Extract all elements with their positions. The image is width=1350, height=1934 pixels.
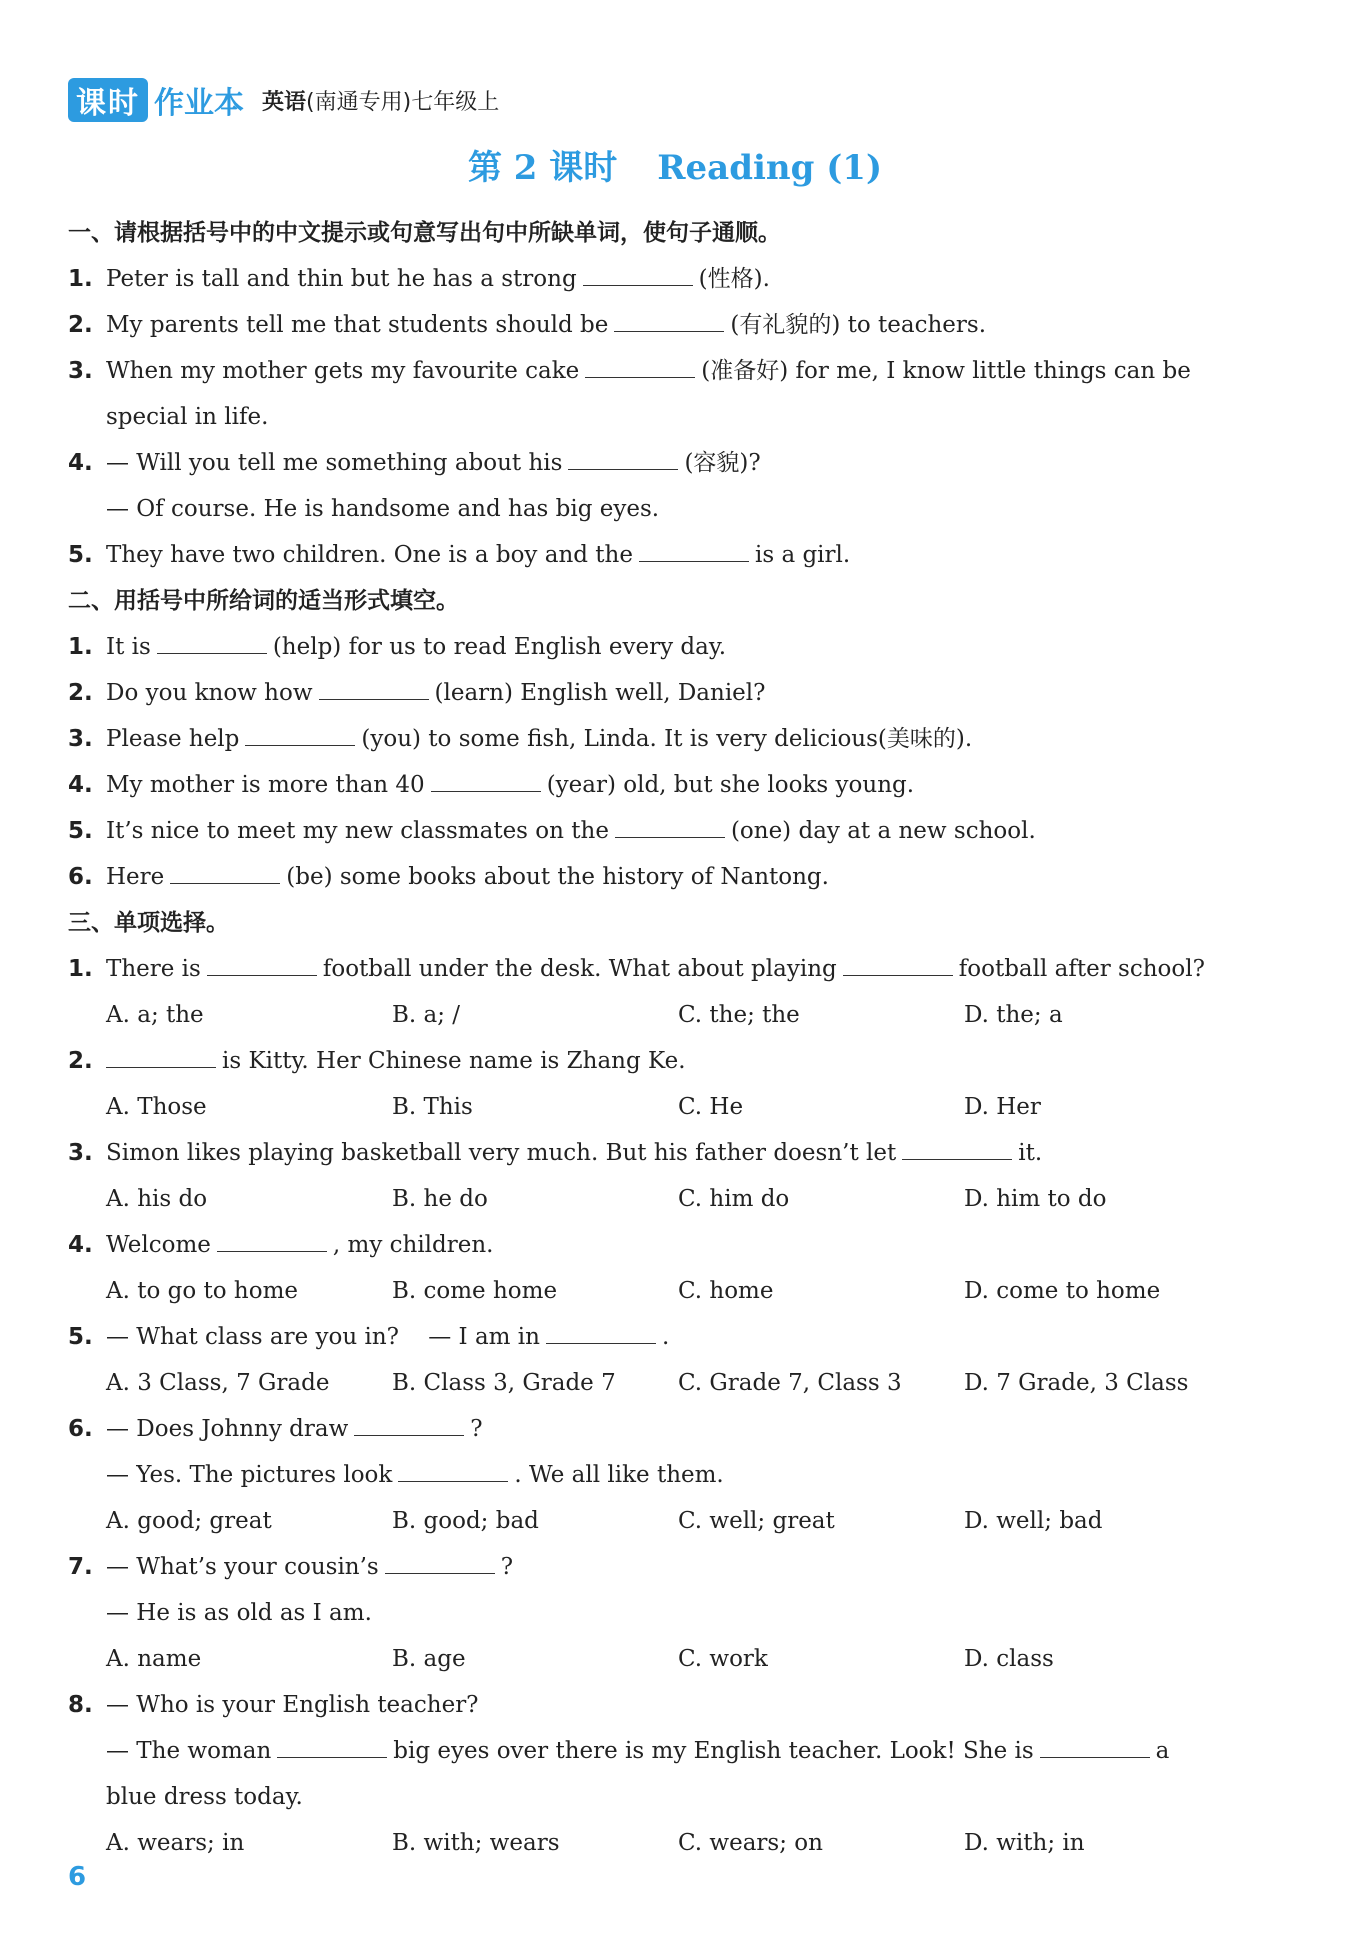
option-a[interactable]: A. a; the bbox=[106, 1002, 204, 1028]
question-number: 1. bbox=[68, 634, 93, 660]
question-text: There is bbox=[106, 956, 201, 982]
question-text: big eyes over there is my English teacher. Look! She is bbox=[393, 1738, 1034, 1764]
question bbox=[68, 1406, 1268, 1452]
option-d[interactable]: D. him to do bbox=[964, 1186, 1107, 1212]
question bbox=[68, 532, 1268, 578]
question-text: Do you know how bbox=[106, 680, 313, 706]
question bbox=[68, 624, 1268, 670]
question-text: (准备好) for me, I know little things can be bbox=[701, 358, 1191, 384]
question-number: 4. bbox=[68, 1232, 93, 1258]
option-b[interactable]: B. good; bad bbox=[392, 1508, 539, 1534]
question-number: 1. bbox=[68, 956, 93, 982]
question-text: ? bbox=[500, 1554, 514, 1580]
question-number: 3. bbox=[68, 358, 93, 384]
question-text: (help) for us to read English every day. bbox=[272, 634, 727, 660]
question bbox=[68, 762, 1268, 808]
question-number: 4. bbox=[68, 450, 93, 476]
question-text: Here bbox=[106, 864, 165, 890]
option-c[interactable]: C. home bbox=[678, 1278, 774, 1304]
question bbox=[68, 854, 1268, 900]
question-text: it. bbox=[1018, 1140, 1043, 1166]
option-a[interactable]: A. wears; in bbox=[106, 1830, 245, 1856]
option-a[interactable]: A. to go to home bbox=[106, 1278, 298, 1304]
question-text: — Who is your English teacher? bbox=[106, 1692, 479, 1718]
option-b[interactable]: B. come home bbox=[392, 1278, 558, 1304]
question-continuation: special in life. bbox=[106, 404, 269, 430]
answer-blank[interactable] bbox=[207, 955, 317, 976]
answer-blank[interactable] bbox=[245, 725, 355, 746]
question bbox=[68, 348, 1268, 394]
answer-blank[interactable] bbox=[639, 541, 749, 562]
grade-label: 七年级上 bbox=[411, 89, 500, 115]
question-text: (性格). bbox=[698, 266, 770, 292]
question-text: My parents tell me that students should be bbox=[106, 312, 609, 338]
answer-blank[interactable] bbox=[106, 1047, 216, 1068]
question-text: (one) day at a new school. bbox=[730, 818, 1036, 844]
book-title bbox=[262, 85, 499, 116]
brand-name: 作业本 bbox=[154, 86, 244, 121]
question bbox=[68, 1314, 1268, 1360]
question-number: 2. bbox=[68, 312, 93, 338]
question-continuation bbox=[68, 1728, 1268, 1774]
options-row bbox=[68, 1360, 1268, 1406]
question-text: — Does Johnny draw bbox=[106, 1416, 349, 1442]
answer-blank[interactable] bbox=[170, 863, 280, 884]
page-number: 6 bbox=[68, 1862, 87, 1892]
options-row bbox=[68, 992, 1268, 1038]
answer-blank[interactable] bbox=[277, 1737, 387, 1758]
question bbox=[68, 1130, 1268, 1176]
answer-blank[interactable] bbox=[546, 1323, 656, 1344]
question bbox=[68, 716, 1268, 762]
question-text: When my mother gets my favourite cake bbox=[106, 358, 580, 384]
answer-blank[interactable] bbox=[385, 1553, 495, 1574]
question-number: 3. bbox=[68, 726, 93, 752]
options-row bbox=[68, 1636, 1268, 1682]
question-text: Peter is tall and thin but he has a strong bbox=[106, 266, 577, 292]
answer-blank[interactable] bbox=[398, 1461, 508, 1482]
question bbox=[68, 1544, 1268, 1590]
answer-blank[interactable] bbox=[354, 1415, 464, 1436]
question bbox=[68, 946, 1268, 992]
question-text: — Yes. The pictures look bbox=[106, 1462, 393, 1488]
question-text: is Kitty. Her Chinese name is Zhang Ke. bbox=[222, 1048, 686, 1074]
options-row bbox=[68, 1820, 1268, 1866]
answer-blank[interactable] bbox=[843, 955, 953, 976]
question-text: a bbox=[1155, 1738, 1170, 1764]
section-2-title: 二、用括号中所给词的适当形式填空。 bbox=[68, 588, 459, 614]
options-row bbox=[68, 1268, 1268, 1314]
question-text: Simon likes playing basketball very much. But his father doesn’t let bbox=[106, 1140, 897, 1166]
question-continuation: blue dress today. bbox=[106, 1784, 303, 1810]
answer-blank[interactable] bbox=[614, 311, 724, 332]
option-b[interactable]: B. with; wears bbox=[392, 1830, 560, 1856]
option-d[interactable]: D. with; in bbox=[964, 1830, 1085, 1856]
question bbox=[68, 256, 1268, 302]
question-text: (be) some books about the history of Nantong. bbox=[286, 864, 829, 890]
question-text: , my children. bbox=[332, 1232, 494, 1258]
question-number: 4. bbox=[68, 772, 93, 798]
answer-blank[interactable] bbox=[585, 357, 695, 378]
option-c[interactable]: C. work bbox=[678, 1646, 768, 1672]
question-text: Please help bbox=[106, 726, 240, 752]
option-b[interactable]: B. Class 3, Grade 7 bbox=[392, 1370, 616, 1396]
option-a[interactable]: A. 3 Class, 7 Grade bbox=[106, 1370, 330, 1396]
option-c[interactable]: C. the; the bbox=[678, 1002, 800, 1028]
question-number: 5. bbox=[68, 542, 93, 568]
option-b[interactable]: B. This bbox=[392, 1094, 473, 1120]
question-text: (容貌)? bbox=[684, 450, 761, 476]
option-a[interactable]: A. Those bbox=[106, 1094, 207, 1120]
option-b[interactable]: B. he do bbox=[392, 1186, 488, 1212]
question-number: 5. bbox=[68, 818, 93, 844]
answer-blank[interactable] bbox=[157, 633, 267, 654]
option-d[interactable]: D. Her bbox=[964, 1094, 1041, 1120]
question-continuation: — He is as old as I am. bbox=[106, 1600, 372, 1626]
subject-label: 英语 bbox=[262, 89, 307, 115]
option-d[interactable]: D. 7 Grade, 3 Class bbox=[964, 1370, 1189, 1396]
brand-logo: 课时 bbox=[68, 78, 148, 122]
answer-blank[interactable] bbox=[431, 771, 541, 792]
question bbox=[68, 1222, 1268, 1268]
question-text: They have two children. One is a boy and the bbox=[106, 542, 633, 568]
answer-blank[interactable] bbox=[615, 817, 725, 838]
question bbox=[68, 440, 1268, 486]
option-a[interactable]: A. his do bbox=[106, 1186, 208, 1212]
question-continuation: — Of course. He is handsome and has big eyes. bbox=[106, 496, 660, 522]
question-text: — Will you tell me something about his bbox=[106, 450, 563, 476]
option-d[interactable]: D. come to home bbox=[964, 1278, 1161, 1304]
answer-blank[interactable] bbox=[1040, 1737, 1150, 1758]
question bbox=[68, 808, 1268, 854]
question-text: — What’s your cousin’s bbox=[106, 1554, 379, 1580]
option-a[interactable]: A. name bbox=[106, 1646, 202, 1672]
answer-blank[interactable] bbox=[217, 1231, 327, 1252]
option-a[interactable]: A. good; great bbox=[106, 1508, 272, 1534]
question-text: Welcome bbox=[106, 1232, 211, 1258]
question-text: football after school? bbox=[958, 956, 1205, 982]
question-text: (有礼貌的) to teachers. bbox=[730, 312, 987, 338]
options-row bbox=[68, 1176, 1268, 1222]
lesson-number: 第 2 课时 bbox=[467, 148, 618, 188]
question-text: football under the desk. What about playing bbox=[322, 956, 837, 982]
question-text: — The woman bbox=[106, 1738, 272, 1764]
answer-blank[interactable] bbox=[902, 1139, 1012, 1160]
option-b[interactable]: B. a; / bbox=[392, 1002, 461, 1028]
question-continuation bbox=[68, 1452, 1268, 1498]
edition-label: (南通专用) bbox=[306, 89, 412, 115]
question-text: (learn) English well, Daniel? bbox=[434, 680, 766, 706]
option-d[interactable]: D. the; a bbox=[964, 1002, 1063, 1028]
answer-blank[interactable] bbox=[568, 449, 678, 470]
question bbox=[68, 670, 1268, 716]
question-text: . We all like them. bbox=[514, 1462, 724, 1488]
question-number: 2. bbox=[68, 680, 93, 706]
question bbox=[68, 1038, 1268, 1084]
question-text: It is bbox=[106, 634, 151, 660]
question-text: ? bbox=[470, 1416, 483, 1442]
question-text: (year) old, but she looks young. bbox=[546, 772, 915, 798]
answer-blank[interactable] bbox=[583, 265, 693, 286]
question-number: 6. bbox=[68, 864, 93, 890]
option-c[interactable]: C. him do bbox=[678, 1186, 790, 1212]
section-3-title: 三、单项选择。 bbox=[68, 910, 229, 936]
question-number: 5. bbox=[68, 1324, 93, 1350]
exercise-content bbox=[68, 210, 1268, 1866]
lesson-name: Reading (1) bbox=[657, 148, 883, 188]
question-text: My mother is more than 40 bbox=[106, 772, 425, 798]
question-number: 6. bbox=[68, 1416, 93, 1442]
option-c[interactable]: C. well; great bbox=[678, 1508, 835, 1534]
option-c[interactable]: C. wears; on bbox=[678, 1830, 823, 1856]
question-text: is a girl. bbox=[754, 542, 851, 568]
option-d[interactable]: D. well; bad bbox=[964, 1508, 1103, 1534]
option-c[interactable]: C. Grade 7, Class 3 bbox=[678, 1370, 902, 1396]
option-d[interactable]: D. class bbox=[964, 1646, 1054, 1672]
book-header bbox=[68, 78, 499, 122]
question-text: (you) to some fish, Linda. It is very delicious(美味的). bbox=[361, 726, 973, 752]
option-c[interactable]: C. He bbox=[678, 1094, 744, 1120]
question-number: 2. bbox=[68, 1048, 93, 1074]
question-number: 7. bbox=[68, 1554, 93, 1580]
question bbox=[68, 1682, 1268, 1728]
question-number: 1. bbox=[68, 266, 93, 292]
question-text: — What class are you in? — I am in bbox=[106, 1324, 540, 1350]
section-1-title: 一、请根据括号中的中文提示或句意写出句中所缺单词，使句子通顺。 bbox=[68, 220, 781, 246]
question-number: 3. bbox=[68, 1140, 93, 1166]
options-row bbox=[68, 1498, 1268, 1544]
question-text: It’s nice to meet my new classmates on the bbox=[106, 818, 609, 844]
options-row bbox=[68, 1084, 1268, 1130]
question-text: . bbox=[661, 1324, 670, 1350]
option-b[interactable]: B. age bbox=[392, 1646, 466, 1672]
answer-blank[interactable] bbox=[319, 679, 429, 700]
question bbox=[68, 302, 1268, 348]
question-number: 8. bbox=[68, 1692, 93, 1718]
lesson-title bbox=[0, 140, 1350, 189]
